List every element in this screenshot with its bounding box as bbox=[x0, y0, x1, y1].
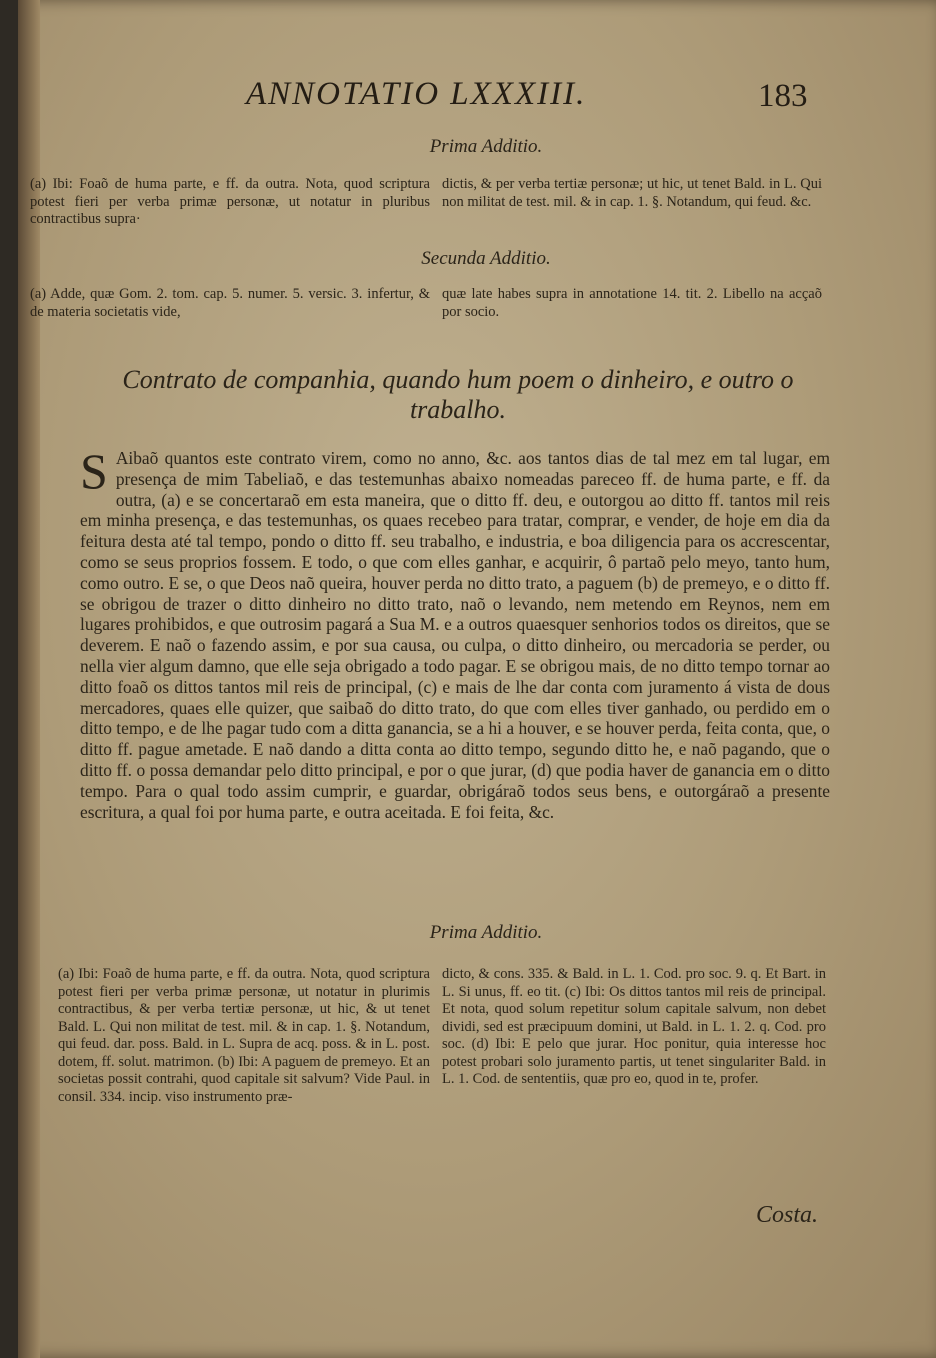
secunda-additio-left-column bbox=[30, 286, 430, 321]
note-text: (a) Adde, quæ Gom. 2. tom. cap. 5. numer. 5. versic. 3. infertur, & de materia societatis vide, bbox=[30, 286, 430, 320]
running-head: ANNOTATIO LXXXIII. bbox=[246, 76, 587, 112]
prima-additio-left-column bbox=[30, 176, 430, 229]
final-additio-heading: Prima Additio. bbox=[429, 922, 543, 943]
note-text: (a) Ibi: Foaõ de huma parte, e ff. da outra. Nota, quod scriptura potest fieri per verba primæ personæ, ut notatur in plurimis contractibus, & per verba tertiæ personæ, ut hic, & ut tenet Bald. L. Qui non militat de test. mil. & in cap. 1. §. Notandum, qui feud. dar. poss. Bald. in L. Supra de acq. poss. & in L. post. dotem, ff. solut. matrimon. (b) Ibi: A paguem de premeyo. Et an societas possit contrahi, quod capitale sit salvum? Vide Paul. in consil. 334. incip. viso instrumento præ- bbox=[58, 966, 430, 1105]
note-text: (a) Ibi: Foaõ de huma parte, e ff. da outra. Nota, quod scriptura potest fieri per verba primæ personæ, ut notatur in pluribus contractibus supra· bbox=[30, 176, 430, 227]
note-text: quæ late habes supra in annotatione 14. tit. 2. Libello na acçaõ por socio. bbox=[442, 286, 822, 320]
catchword: Costa. bbox=[756, 1202, 819, 1228]
secunda-additio-right-column bbox=[442, 286, 822, 321]
note-text: dicto, & cons. 335. & Bald. in L. 1. Cod. pro soc. 9. q. Et Bart. in L. Si unus, ff. eo tit. (c) Ibi: Os dittos tantos mil reis de principal. Et nota, quod solum repetitur solum capitale salvum, non debet dividi, sed est præcipuum domini, ut Bald. in L. 1. 2. q. Cod. pro soc. (d) Ibi: E pelo que jurar. Hoc ponitur, quia interesse hoc potest probari solo juramento partis, ut tenet singulariter Bald. in L. 1. Cod. de sententiis, quæ pro eo, quod in te, profer. bbox=[442, 966, 826, 1087]
secunda-additio-heading: Secunda Additio. bbox=[421, 248, 551, 269]
page-number: 183 bbox=[758, 78, 808, 114]
prima-additio-heading: Prima Additio. bbox=[429, 136, 543, 157]
final-additio-left-column bbox=[58, 966, 430, 1106]
book-page bbox=[18, 0, 936, 1358]
contract-body bbox=[80, 443, 830, 822]
contract-title: Contrato de companhia, quando hum poem o dinheiro, e outro o trabalho. bbox=[122, 365, 794, 424]
contract-body-text: Aibaõ quantos este contrato virem, como no anno, &c. aos tantos dias de tal mez em tal lugar, em presença de mim Tabeliaõ, e das testemunhas abaixo nomeadas pareceo ff. de huma parte, e ff. da outra, (a) e se concertaraõ em esta maneira, que o ditto ff. deu, e outorgou ao ditto ff. tantos mil reis em minha presença, e das testemunhas, os quaes recebeo para tratar, comprar, e vender, de hoje em dia da feitura desta até tal tempo, pondo o ditto ff. seu trabalho, e industria, e boa diligencia para os accrescentar, como se seus proprios fossem. E todo, o que com elles ganhar, e acquirir, ô partaõ pelo meyo, tanto hum, como outro. E se, o que Deos naõ queira, houver perda no ditto trato, a paguem (b) de premeyo, e o ditto ff. se obrigou de trazer o ditto dinheiro no ditto trato, naõ o levando, nem metendo em Reynos, nem em lugares prohibidos, e que outrosim pagará a Sua M. e a outros quaesquer senhorios todos os direitos, que se deverem. E naõ o fazendo assim, e por sua causa, ou culpa, o ditto dinheiro, ou mercadoria se perder, ou nella vier algum damno, que elle seja obrigado a todo pagar. E se obrigou mais, de no ditto tempo tornar ao ditto foaõ os dittos tantos mil reis de principal, (c) e mais de lhe dar conta com juramento á vista de dous mercadores, quaes elle quizer, que saibaõ do ditto trato, do que com elles tiver ganhado, ou perdido em o ditto tempo, e de lhe pagar tudo com a ditta ganancia, se a hi a houver, e se houver perda, feita conta, que, o ditto ff. pague ametade. E naõ dando a ditta conta ao ditto tempo, segundo ditto he, e naõ pagando, que o ditto ff. o possa demandar pelo ditto principal, e por o que jurar, (d) que podia haver de ganancia em o ditto tempo. Para o qual todo assim cumprir, e guardar, obrigáraõ todos seus bens, e outorgáraõ a presente escritura, a qual foi por huma parte, e outra aceitada. E foi feita, &c. bbox=[80, 448, 830, 822]
drop-cap: S bbox=[80, 443, 108, 499]
prima-additio-right-column bbox=[442, 176, 822, 211]
note-text: dictis, & per verba tertiæ personæ; ut hic, ut tenet Bald. in L. Qui non militat de test. mil. & in cap. 1. §. Notandum, qui feud. &c. bbox=[442, 176, 822, 210]
final-additio-right-column bbox=[442, 966, 826, 1089]
